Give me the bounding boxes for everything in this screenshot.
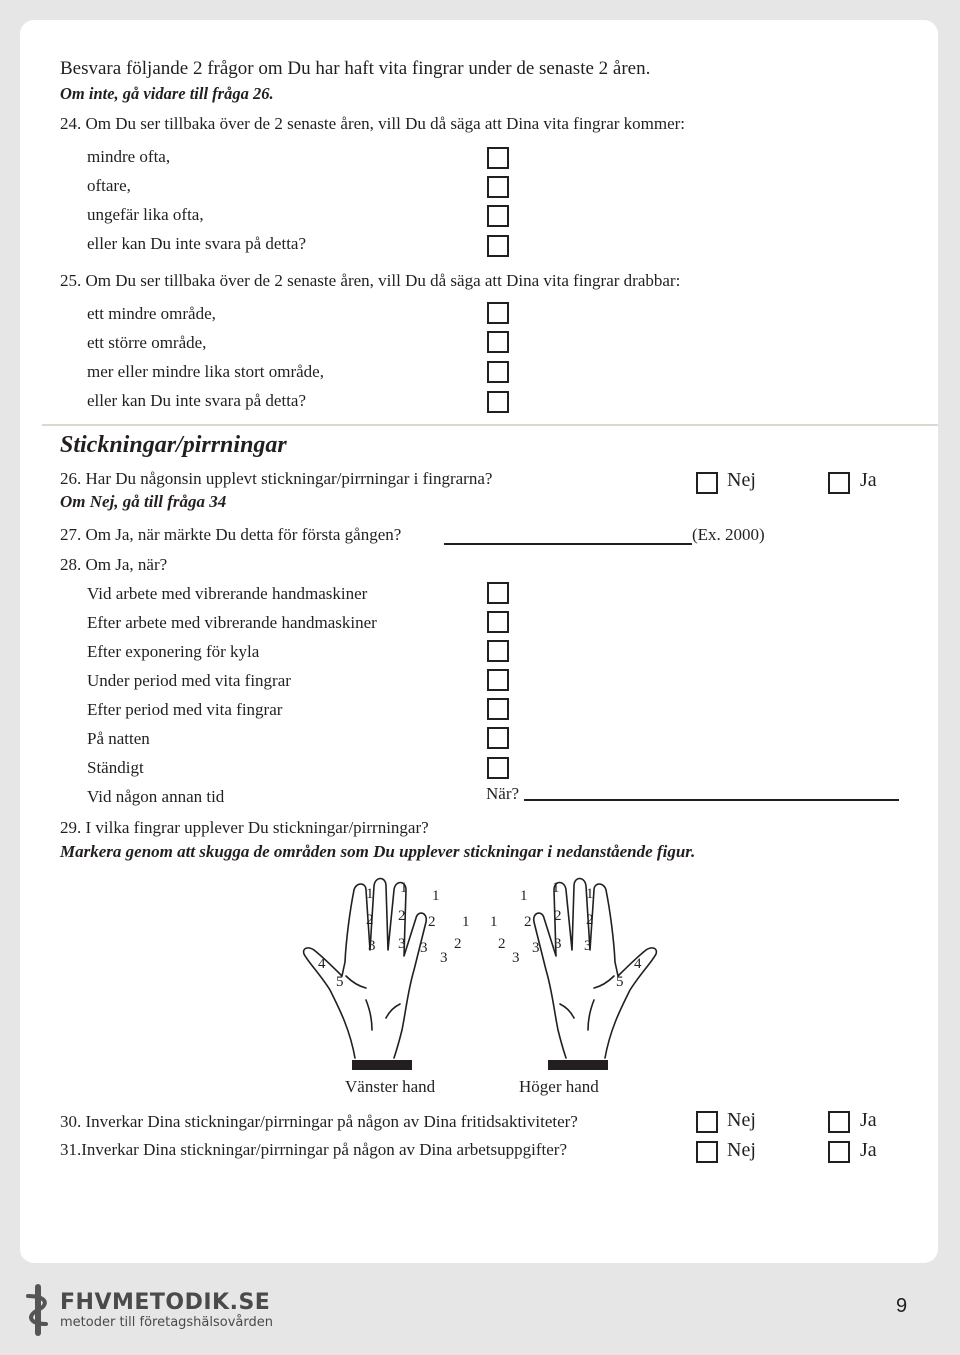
finger-zone-number: 3	[420, 940, 428, 956]
finger-zone-number: 1	[520, 888, 528, 904]
finger-zone-number: 3	[440, 950, 448, 966]
logo-tagline: metoder till företagshälsovården	[60, 1315, 273, 1330]
finger-zone-number: 1	[552, 880, 560, 896]
finger-zone-number: 4	[634, 956, 642, 972]
q25-checkbox-larger[interactable]	[487, 331, 509, 353]
q31-question: 31.Inverkar Dina stickningar/pirrningar på någon av Dina arbetsuppgifter?	[60, 1140, 567, 1159]
q28-checkbox-cold[interactable]	[487, 640, 509, 662]
q28-option-label: Under period med vita fingrar	[87, 671, 291, 690]
q24-checkbox-less-often[interactable]	[487, 147, 509, 169]
q26-yes-checkbox[interactable]	[828, 472, 850, 494]
q28-option-label: Vid arbete med vibrerande handmaskiner	[87, 584, 368, 603]
q28-option-label: Efter period med vita fingrar	[87, 700, 283, 719]
logo-name: FHVMETODIK.SE	[60, 1290, 271, 1315]
q24-checkbox-cannot-answer[interactable]	[487, 235, 509, 257]
q28-option-label: Vid någon annan tid	[87, 787, 225, 806]
q29-instruction: Markera genom att skugga de områden som Du upplever stickningar i nedanstående figur.	[60, 842, 696, 861]
q28-checkbox-always[interactable]	[487, 757, 509, 779]
q28-option-label: På natten	[87, 729, 150, 748]
finger-zone-number: 2	[398, 908, 406, 924]
finger-zone-number: 5	[616, 974, 624, 990]
intro-text: Besvara följande 2 frågor om Du har haft vita fingrar under de senaste 2 åren.	[60, 58, 651, 79]
finger-zone-number: 3	[584, 938, 592, 954]
q28-when-label: När?	[486, 784, 520, 803]
q30-no-checkbox[interactable]	[696, 1111, 718, 1133]
q31-yes-checkbox[interactable]	[828, 1141, 850, 1163]
page-number: 9	[896, 1295, 908, 1317]
finger-zone-number: 1	[462, 914, 470, 930]
right-wrist-band	[548, 1060, 608, 1070]
q25-option-label: ett större område,	[87, 333, 207, 352]
q28-checkbox-during-work[interactable]	[487, 582, 509, 604]
finger-zone-number: 1	[490, 914, 498, 930]
q25-checkbox-smaller[interactable]	[487, 302, 509, 324]
q24-option-label: oftare,	[87, 176, 131, 195]
finger-zone-number: 2	[524, 914, 532, 930]
q31-yes-label: Ja	[860, 1139, 877, 1161]
q25-option-label: eller kan Du inte svara på detta?	[87, 391, 307, 410]
q28-checkbox-night[interactable]	[487, 727, 509, 749]
q28-checkbox-after-white-fingers[interactable]	[487, 698, 509, 720]
q27-answer-line[interactable]	[444, 543, 692, 545]
finger-zone-number: 1	[586, 886, 594, 902]
finger-zone-number: 3	[368, 938, 376, 954]
q25-option-label: mer eller mindre lika stort område,	[87, 362, 324, 381]
finger-zone-number: 2	[554, 908, 562, 924]
q24-option-label: mindre ofta,	[87, 147, 171, 166]
finger-zone-number: 3	[554, 936, 562, 952]
q26-yes-label: Ja	[860, 469, 877, 491]
q28-option-label: Ständigt	[87, 758, 144, 777]
finger-zone-number: 1	[432, 888, 440, 904]
q31-no-label: Nej	[727, 1139, 756, 1161]
q30-question: 30. Inverkar Dina stickningar/pirrningar på någon av Dina fritidsaktiviteter?	[60, 1112, 578, 1131]
q30-yes-checkbox[interactable]	[828, 1111, 850, 1133]
finger-zone-number: 2	[498, 936, 506, 952]
q28-when-answer-line[interactable]	[524, 799, 899, 801]
finger-zone-number: 3	[512, 950, 520, 966]
finger-zone-number: 2	[586, 912, 594, 928]
q31-no-checkbox[interactable]	[696, 1141, 718, 1163]
q24-checkbox-more-often[interactable]	[487, 176, 509, 198]
q28-checkbox-during-white-fingers[interactable]	[487, 669, 509, 691]
finger-zone-number: 3	[398, 936, 406, 952]
q29-question: 29. I vilka fingrar upplever Du stickningar/pirrningar?	[60, 818, 429, 837]
q26-instruction: Om Nej, gå till fråga 34	[60, 492, 227, 511]
section-divider	[42, 424, 938, 426]
q24-option-label: eller kan Du inte svara på detta?	[87, 234, 307, 253]
q26-no-label: Nej	[727, 469, 756, 491]
q28-option-label: Efter exponering för kyla	[87, 642, 260, 661]
q30-no-label: Nej	[727, 1109, 756, 1131]
finger-zone-number: 5	[336, 974, 344, 990]
q27-question: 27. Om Ja, när märkte Du detta för första gången?	[60, 525, 402, 544]
finger-zone-number: 4	[318, 956, 326, 972]
finger-zone-number: 2	[454, 936, 462, 952]
left-hand-label: Vänster hand	[345, 1077, 436, 1096]
q28-checkbox-after-work[interactable]	[487, 611, 509, 633]
hands-figure[interactable]	[290, 870, 670, 1080]
finger-zone-number: 2	[428, 914, 436, 930]
q26-question: 26. Har Du någonsin upplevt stickningar/pirrningar i fingrarna?	[60, 469, 493, 488]
q25-checkbox-cannot-answer[interactable]	[487, 391, 509, 413]
finger-zone-number: 3	[532, 940, 540, 956]
finger-zone-number: 1	[400, 880, 408, 896]
finger-zone-number: 2	[366, 912, 374, 928]
q24-checkbox-same[interactable]	[487, 205, 509, 227]
q27-example: (Ex. 2000)	[692, 525, 765, 544]
q24-option-label: ungefär lika ofta,	[87, 205, 204, 224]
intro-instruction: Om inte, gå vidare till fråga 26.	[60, 84, 274, 103]
finger-zone-number: 1	[366, 886, 374, 902]
q28-question: 28. Om Ja, när?	[60, 555, 168, 574]
section-heading: Stickningar/pirrningar	[60, 432, 287, 458]
left-wrist-band	[352, 1060, 412, 1070]
q24-question: 24. Om Du ser tillbaka över de 2 senaste åren, vill Du då säga att Dina vita fingrar kommer:	[60, 114, 686, 133]
q28-option-label: Efter arbete med vibrerande handmaskiner	[87, 613, 377, 632]
q25-question: 25. Om Du ser tillbaka över de 2 senaste åren, vill Du då säga att Dina vita fingrar drabbar:	[60, 271, 681, 290]
q25-checkbox-same[interactable]	[487, 361, 509, 383]
q26-no-checkbox[interactable]	[696, 472, 718, 494]
logo-staff-icon	[22, 1282, 54, 1338]
q30-yes-label: Ja	[860, 1109, 877, 1131]
right-hand-label: Höger hand	[519, 1077, 599, 1096]
q25-option-label: ett mindre område,	[87, 304, 216, 323]
